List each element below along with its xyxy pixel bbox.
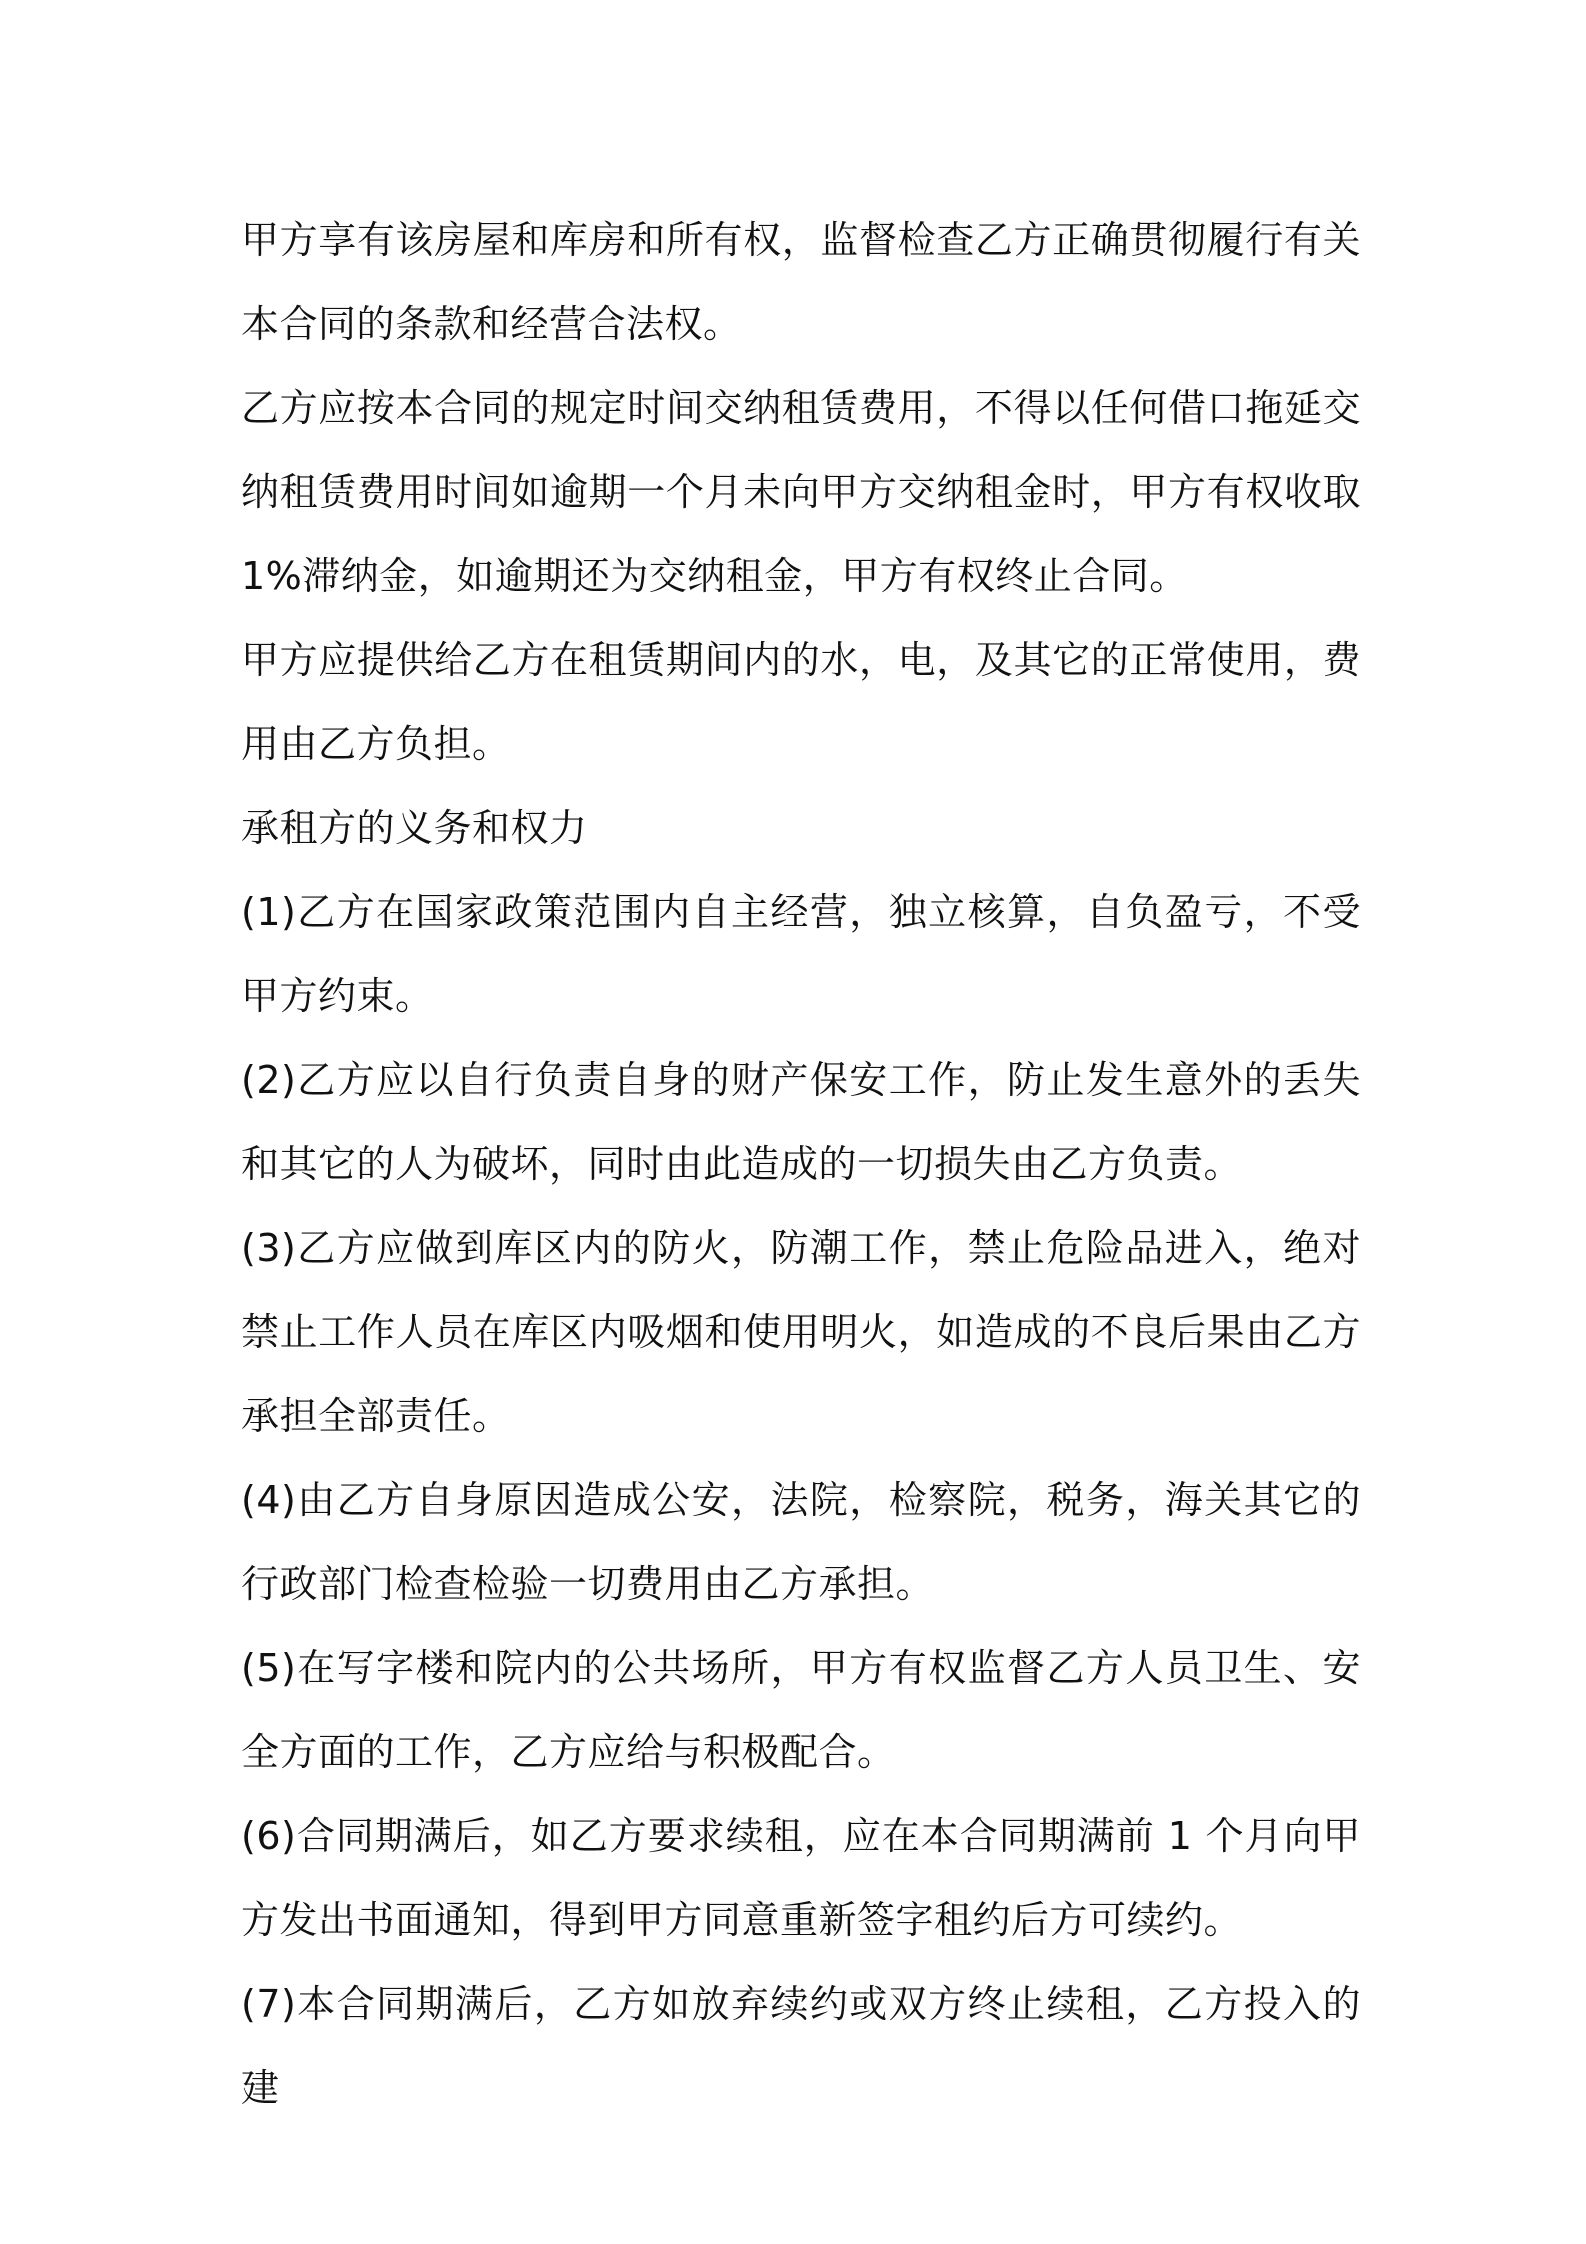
document-body bbox=[241, 198, 1361, 2130]
clause-5: (5)在写字楼和院内的公共场所，甲方有权监督乙方人员卫生、安全方面的工作，乙方应给与积极配合。 bbox=[241, 1646, 1361, 1774]
clause-7: (7)本合同期满后，乙方如放弃续约或双方终止续租，乙方投入的建 bbox=[241, 1982, 1361, 2110]
paragraph-utilities: 甲方应提供给乙方在租赁期间内的水，电，及其它的正常使用，费用由乙方负担。 bbox=[241, 638, 1361, 766]
paragraph-rent-payment: 乙方应按本合同的规定时间交纳租赁费用，不得以任何借口拖延交纳租赁费用时间如逾期一个月未向甲方交纳租金时，甲方有权收取 1%滞纳金，如逾期还为交纳租金，甲方有权终止合同。 bbox=[241, 386, 1361, 598]
clause-1: (1)乙方在国家政策范围内自主经营，独立核算，自负盈亏，不受甲方约束。 bbox=[241, 890, 1361, 1018]
clause-3: (3)乙方应做到库区内的防火，防潮工作，禁止危险品进入，绝对禁止工作人员在库区内吸烟和使用明火，如造成的不良后果由乙方承担全部责任。 bbox=[241, 1226, 1361, 1438]
clause-2: (2)乙方应以自行负责自身的财产保安工作，防止发生意外的丢失和其它的人为破坏，同时由此造成的一切损失由乙方负责。 bbox=[241, 1058, 1361, 1186]
paragraph-owner-rights: 甲方享有该房屋和库房和所有权，监督检查乙方正确贯彻履行有关本合同的条款和经营合法权。 bbox=[241, 218, 1361, 346]
clause-4: (4)由乙方自身原因造成公安，法院，检察院，税务，海关其它的行政部门检查检验一切费用由乙方承担。 bbox=[241, 1478, 1361, 1606]
section-heading-lessee-duties: 承租方的义务和权力 bbox=[241, 806, 588, 850]
clause-6: (6)合同期满后，如乙方要求续租，应在本合同期满前 1 个月向甲方发出书面通知，得到甲方同意重新签字租约后方可续约。 bbox=[241, 1814, 1361, 1942]
